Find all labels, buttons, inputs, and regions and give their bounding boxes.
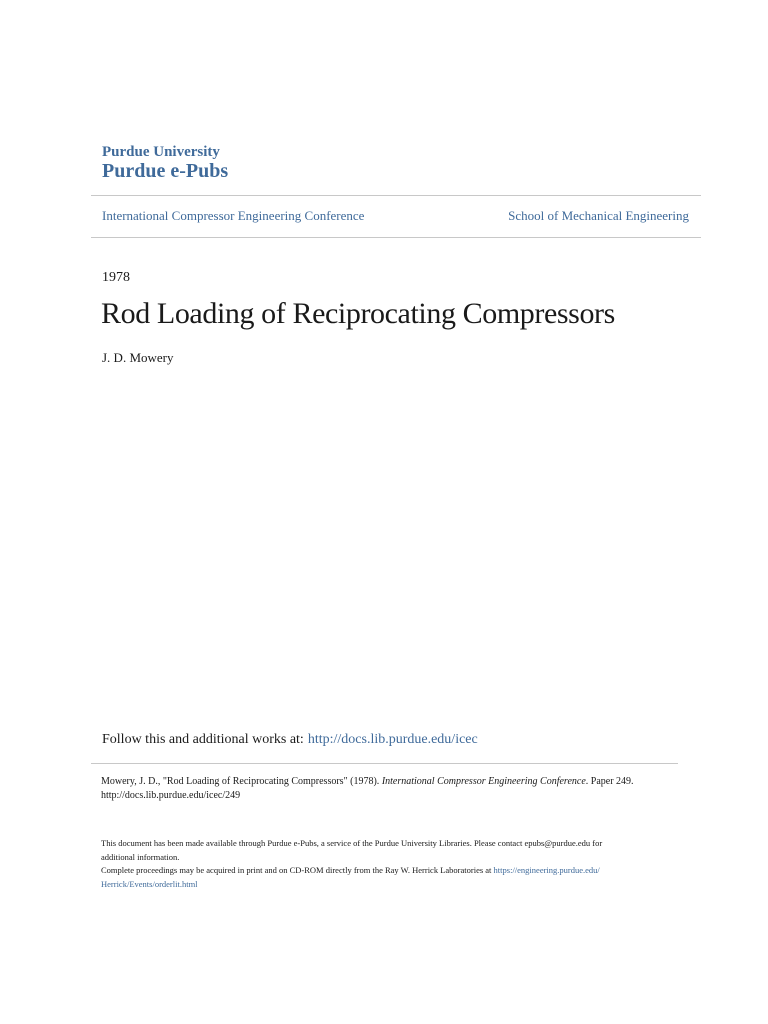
- header-divider-top: [91, 195, 701, 196]
- collection-link[interactable]: http://docs.lib.purdue.edu/icec: [307, 732, 478, 747]
- citation-url[interactable]: http://docs.lib.purdue.edu/icec/249: [101, 790, 241, 801]
- citation-journal: International Compressor Engineering Conference: [381, 776, 586, 787]
- citation-block: [101, 775, 661, 803]
- paper-title: Rod Loading of Reciprocating Compressors: [101, 297, 615, 330]
- paper-author: J. D. Mowery: [102, 350, 174, 365]
- university-name: Purdue University: [102, 144, 220, 160]
- proceedings-link-continued[interactable]: Herrick/Events/orderlit.html: [101, 878, 198, 889]
- proceedings-link[interactable]: https://engineering.purdue.edu/: [493, 865, 600, 875]
- citation-prefix: Mowery, J. D., "Rod Loading of Reciprocating Compressors" (1978).: [101, 776, 382, 787]
- repository-link[interactable]: Purdue e-Pubs: [102, 160, 229, 182]
- citation-divider: [91, 763, 678, 764]
- availability-line-1: This document has been made available through Purdue e-Pubs, a service of the Purdue University Libraries. Please contact epubs@purdue.edu for: [101, 838, 603, 848]
- school-link[interactable]: School of Mechanical Engineering: [508, 208, 689, 223]
- citation-suffix: . Paper 249.: [585, 776, 634, 787]
- conference-link[interactable]: International Compressor Engineering Conference: [102, 208, 365, 223]
- availability-line-2: additional information.: [101, 851, 180, 862]
- notice-block: [101, 837, 671, 891]
- header-divider-bottom: [91, 237, 701, 238]
- proceedings-text: Complete proceedings may be acquired in print and on CD-ROM directly from the Ray W. Herrick Laboratories at: [101, 865, 494, 875]
- follow-line: [102, 732, 478, 748]
- publication-year: 1978: [102, 270, 130, 285]
- follow-label: Follow this and additional works at:: [102, 732, 304, 747]
